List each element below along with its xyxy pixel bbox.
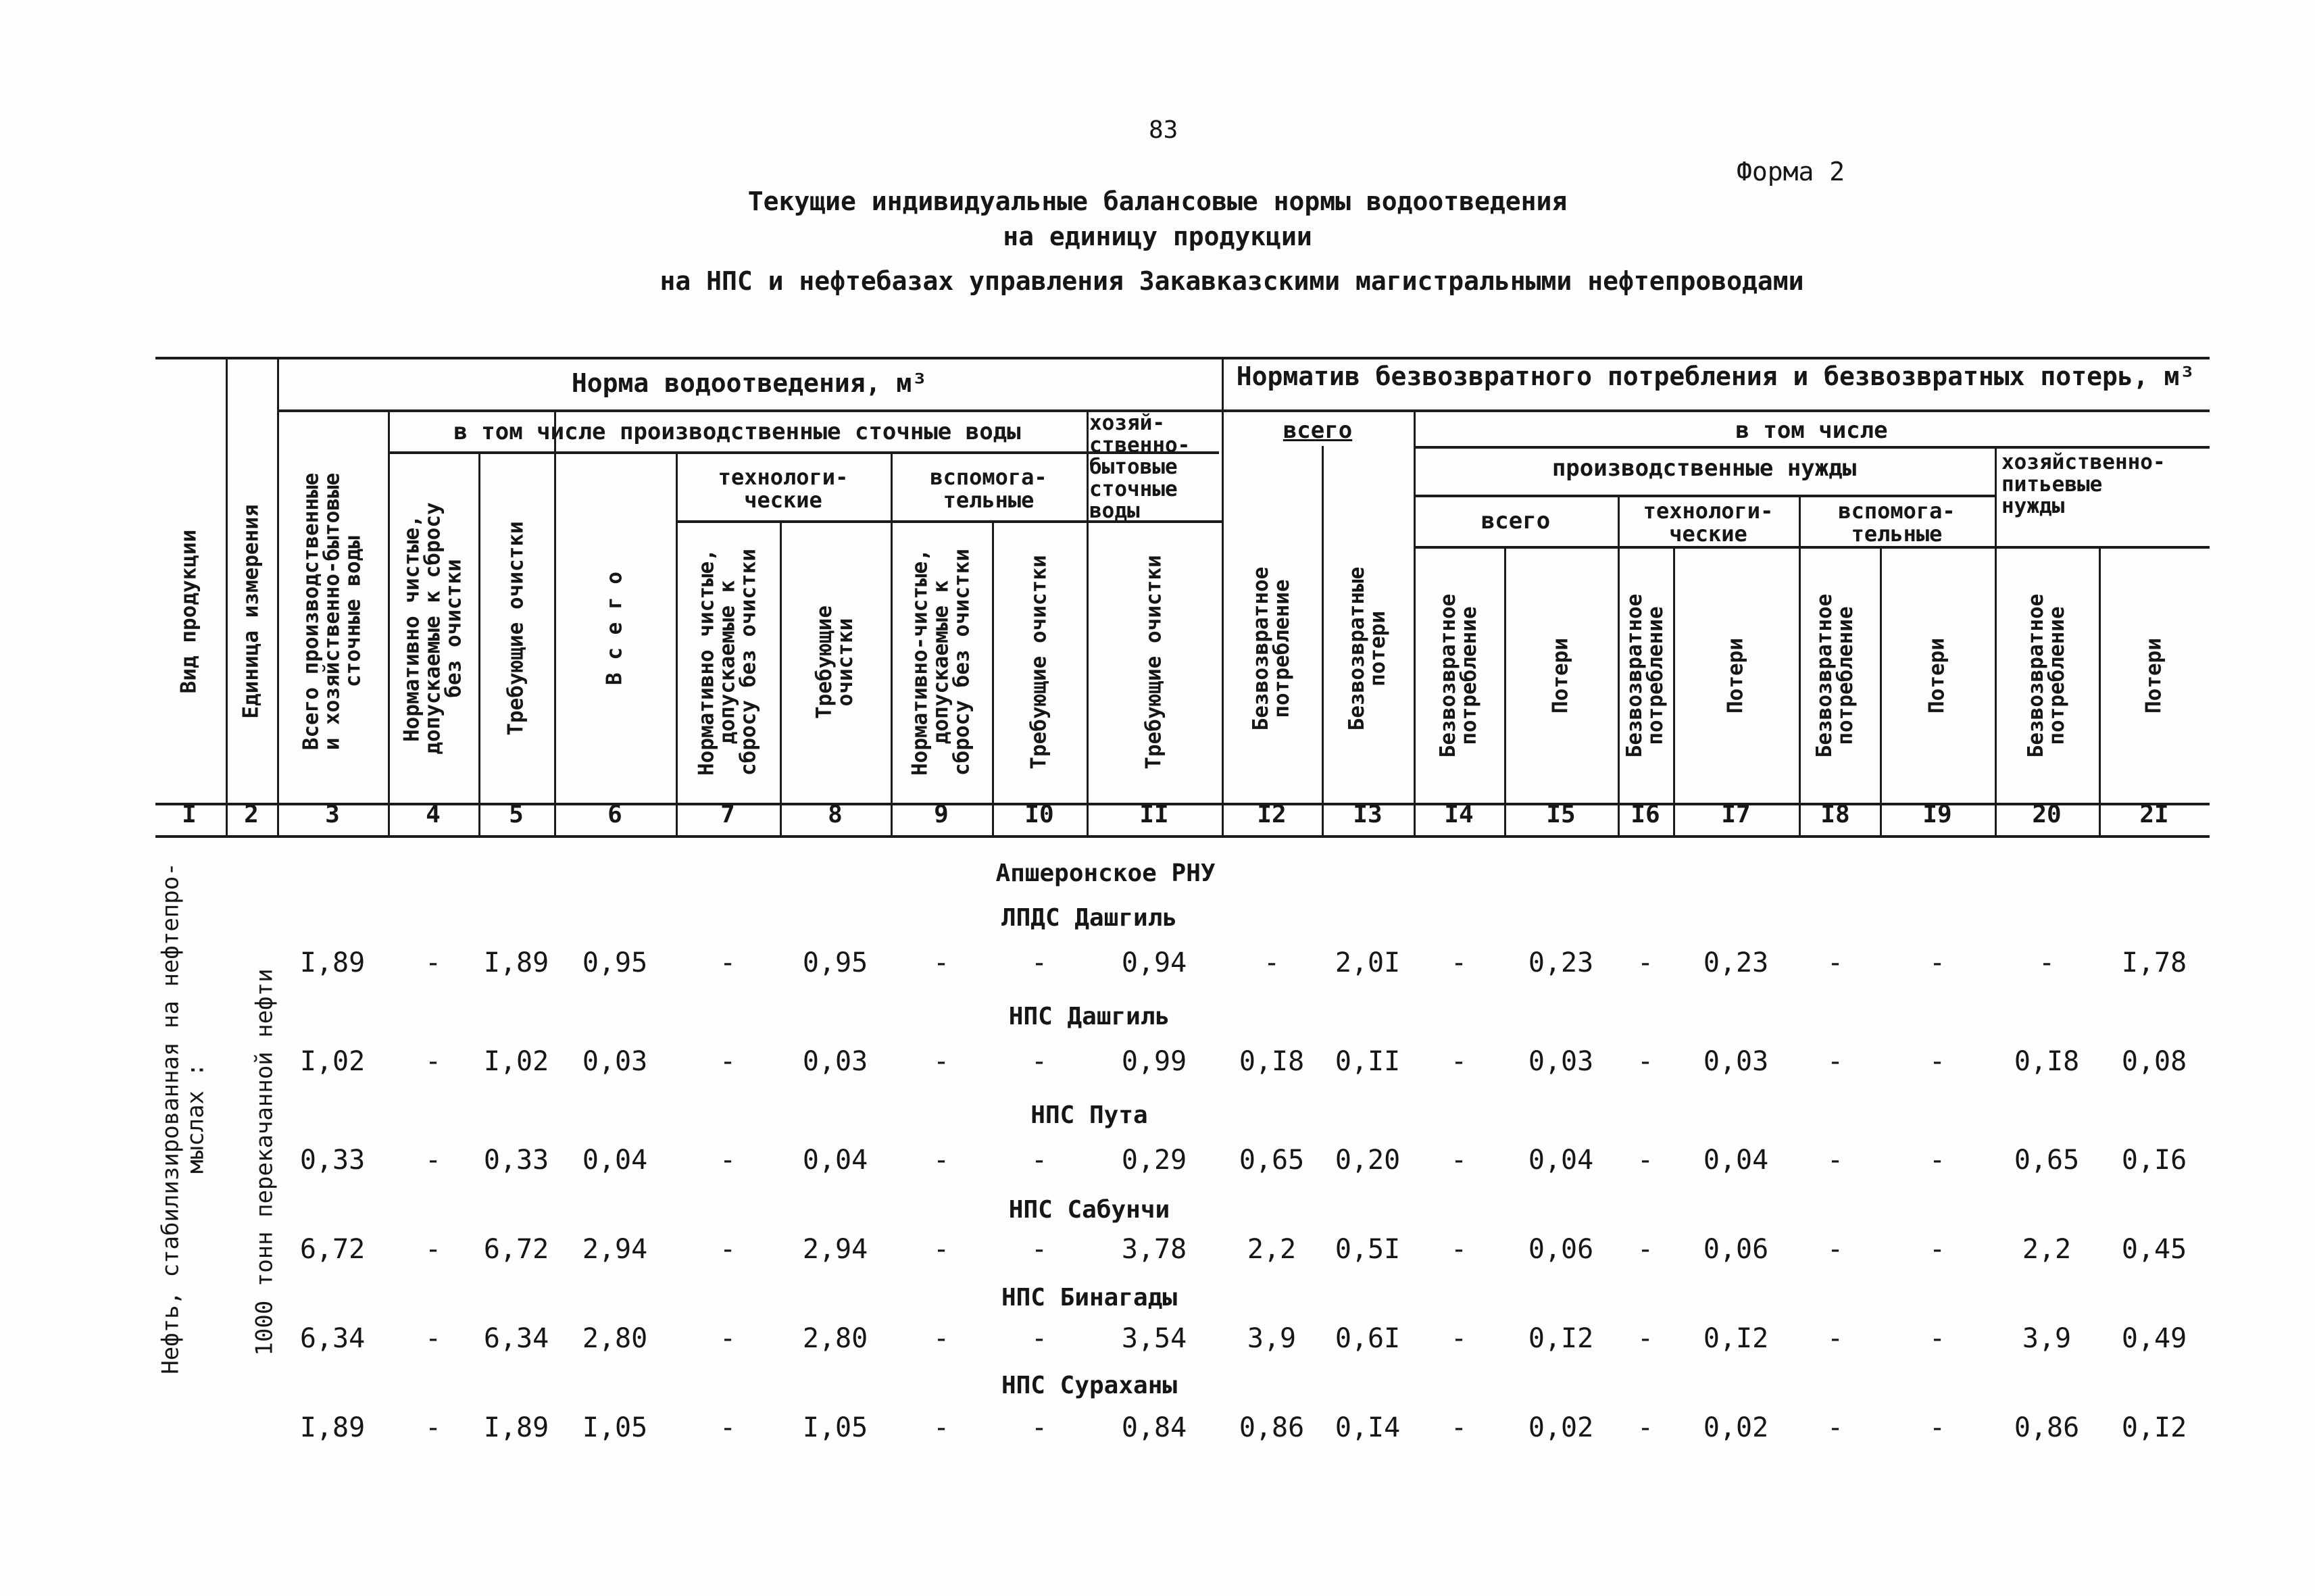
header-rule-6 [1414,546,2210,549]
table-cell: 0,33 [299,1145,366,1176]
table-cell: 2,94 [582,1234,648,1265]
table-cell: - [1637,1234,1654,1265]
table-cell: 0,33 [483,1145,549,1176]
form-label: Форма 2 [1737,157,1845,186]
table-cell: - [1928,1412,1946,1443]
table-cell: - [424,1323,442,1354]
table-cell: 0,03 [1528,1046,1594,1077]
header-incl-production: в том числе производственные сточные воды [453,418,1021,445]
table-cell: 0,5I [1335,1234,1401,1265]
table-cell: 0,20 [1335,1145,1401,1176]
column-number: 8 [828,801,843,828]
table-cell: 6,34 [299,1323,366,1354]
header-bottom-rule [155,803,2210,805]
table-cell: - [932,1145,950,1176]
table-cell: - [424,1234,442,1265]
table-cell: I,89 [299,1412,366,1443]
table-cell: 3,54 [1121,1323,1187,1354]
column-number: I4 [1444,801,1474,828]
table-cell: I,78 [2121,947,2187,978]
v-rule [478,451,480,835]
table-cell: I,89 [483,947,549,978]
table-cell: - [1637,1323,1654,1354]
v-rule [1995,446,1997,835]
v-rule [1880,546,1882,835]
table-cell: 0,65 [2014,1145,2080,1176]
table-cell: 0,65 [1239,1145,1305,1176]
group-header-loss: Норматив безвозвратного потребления и безвозвратных потерь, м³ [1236,361,2195,391]
table-cell: - [1928,1323,1946,1354]
v-rule [1673,546,1675,835]
column-number: I6 [1631,801,1660,828]
table-cell: - [1928,1046,1946,1077]
table-cell: - [424,947,442,978]
table-cell: 6,34 [483,1323,549,1354]
table-cell: 3,78 [1121,1234,1187,1265]
column-number: 2 [244,801,259,828]
column-number: I9 [1922,801,1952,828]
table-cell: - [1637,1145,1654,1176]
table-cell: - [1030,1412,1048,1443]
table-cell: 0,84 [1121,1412,1187,1443]
table-cell: 0,I2 [1528,1323,1594,1354]
header-aux2: вспомога- тельные [1838,498,1956,547]
section-title: НПС Бинагады [1001,1284,1178,1312]
table-cell: 0,06 [1703,1234,1769,1265]
title-line-3: на НПС и нефтебазах управления Закавказскими магистральными нефтепроводами [659,266,1804,296]
table-cell: - [1450,1323,1468,1354]
table-cell: - [1637,1046,1654,1077]
header-prod-needs: производственные нужды [1551,455,1857,482]
table-cell: - [1637,947,1654,978]
table-cell: 0,02 [1528,1412,1594,1443]
table-cell: 0,08 [2121,1046,2187,1077]
table-cell: 2,94 [802,1234,868,1265]
group-header-norm: Норма водоотведения, м³ [571,368,928,398]
table-cell: 0,94 [1121,947,1187,978]
table-cell: 3,9 [2022,1323,2072,1354]
table-cell: 0,02 [1703,1412,1769,1443]
column-number: I7 [1721,801,1751,828]
table-cell: 0,99 [1121,1046,1187,1077]
table-cell: - [719,1234,737,1265]
v-rule [226,357,228,835]
table-cell: - [1826,1234,1844,1265]
table-cell: - [424,1145,442,1176]
table-cell: - [932,1234,950,1265]
table-cell: - [1826,1412,1844,1443]
header-rule-1 [277,409,2210,412]
table-cell: - [1928,1145,1946,1176]
header-total: всего [1283,417,1353,444]
column-number: I5 [1546,801,1576,828]
header-aux: вспомога- тельные [930,464,1047,513]
header-rule-3 [1414,446,2210,449]
header-total2: всего [1480,507,1551,534]
table-cell: - [1928,1234,1946,1265]
column-number: I [182,801,197,828]
table-cell: 0,45 [2121,1234,2187,1265]
table-cell: - [1030,1323,1048,1354]
table-cell: - [1030,1046,1048,1077]
table-cell: 0,I6 [2121,1145,2187,1176]
table-cell: 0,29 [1121,1145,1187,1176]
table-cell: - [932,1046,950,1077]
table-cell: 0,I4 [1335,1412,1401,1443]
header-household-drink: хозяйственно- питьевые нужды [2001,450,2166,519]
table-cell: 0,95 [802,947,868,978]
table-cell: 0,04 [1528,1145,1594,1176]
table-cell: 0,6I [1335,1323,1401,1354]
column-number: I2 [1257,801,1287,828]
table-cell: - [1450,947,1468,978]
table-cell: 6,72 [299,1234,366,1265]
table-cell: - [1450,1234,1468,1265]
table-cell: 0,86 [1239,1412,1305,1443]
column-number: 6 [607,801,622,828]
table-cell: 0,II [1335,1046,1401,1077]
section-title: НПС Пута [1030,1101,1148,1129]
table-cell: - [932,947,950,978]
table-cell: 0,23 [1528,947,1594,978]
column-number: 5 [509,801,524,828]
title-line-2: на единицу продукции [1003,222,1312,251]
v-rule [1799,495,1801,835]
table-cell: 0,I2 [2121,1412,2187,1443]
table-cell: I,05 [582,1412,648,1443]
column-number: 4 [426,801,441,828]
column-number: 3 [325,801,340,828]
table-cell: - [719,1046,737,1077]
v-rule [388,409,390,835]
table-cell: 0,I8 [2014,1046,2080,1077]
column-number: 2I [2139,801,2169,828]
table-cell: 0,I8 [1239,1046,1305,1077]
header-household-waste: хозяй- ственно- бытовые сточные воды [1089,411,1191,524]
table-cell: - [1030,1234,1048,1265]
table-cell: - [424,1412,442,1443]
table-cell: - [719,1412,737,1443]
table-cell: - [932,1323,950,1354]
table-cell: 0,86 [2014,1412,2080,1443]
table-cell: 0,03 [802,1046,868,1077]
table-cell: - [1637,1412,1654,1443]
table-cell: 0,04 [1703,1145,1769,1176]
table-cell: 0,23 [1703,947,1769,978]
column-number: I0 [1024,801,1054,828]
table-cell: - [1450,1046,1468,1077]
header-incl: в том числе [1735,417,1888,444]
table-cell: - [1826,1145,1844,1176]
table-cell: I,89 [299,947,366,978]
table-cell: I,02 [299,1046,366,1077]
section-title: НПС Дашгиль [1008,1003,1170,1030]
table-cell: 0,04 [802,1145,868,1176]
table-cell: I,02 [483,1046,549,1077]
table-cell: 6,72 [483,1234,549,1265]
table-cell: - [1030,947,1048,978]
table-cell: 2,0I [1335,947,1401,978]
table-cell: 0,06 [1528,1234,1594,1265]
table-cell: 2,2 [2022,1234,2072,1265]
table-cell: - [719,1145,737,1176]
table-cell: 0,04 [582,1145,648,1176]
table-cell: - [424,1046,442,1077]
page-number: 83 [1149,116,1178,144]
column-number: II [1139,801,1169,828]
v-rule [1322,446,1324,835]
section-title: Апшеронское РНУ [995,859,1216,887]
v-rule [992,520,994,835]
table-cell: - [1030,1145,1048,1176]
table-cell: - [719,1323,737,1354]
table-cell: 0,49 [2121,1323,2187,1354]
v-rule [1618,495,1620,835]
v-rule [2099,546,2101,835]
table-cell: 0,95 [582,947,648,978]
header-tech: технологи- ческие [718,464,849,513]
table-cell: - [1450,1145,1468,1176]
table-cell: - [932,1412,950,1443]
v-rule [780,520,782,835]
table-cell: - [1826,1046,1844,1077]
table-cell: - [1263,947,1280,978]
table-cell: 2,2 [1247,1234,1297,1265]
header-tech2: технологи- ческие [1643,498,1774,547]
table-cell: I,89 [483,1412,549,1443]
table-cell: 2,80 [802,1323,868,1354]
table-cell: - [1826,1323,1844,1354]
table-cell: 0,03 [582,1046,648,1077]
numbers-bottom-rule [155,835,2210,838]
title-line-1: Текущие индивидуальные балансовые нормы водоотведения [747,186,1568,216]
column-number: I8 [1820,801,1850,828]
column-number: 20 [2032,801,2062,828]
section-title: НПС Сабунчи [1008,1196,1170,1224]
table-cell: 2,80 [582,1323,648,1354]
table-cell: 3,9 [1247,1323,1297,1354]
table-cell: I,05 [802,1412,868,1443]
table-cell: 0,03 [1703,1046,1769,1077]
table-top-rule [155,357,2210,359]
v-rule [554,409,556,835]
column-number: I3 [1353,801,1383,828]
v-rule [1087,409,1089,835]
column-number: 7 [720,801,735,828]
column-number: 9 [934,801,949,828]
table-cell: - [1450,1412,1468,1443]
table-cell: 0,I2 [1703,1323,1769,1354]
v-rule [277,357,279,835]
header-rule-5 [1414,495,1995,497]
table-cell: - [719,947,737,978]
section-title: НПС Сураханы [1001,1372,1178,1399]
v-rule [1504,546,1506,835]
table-cell: - [1928,947,1946,978]
table-cell: - [1826,947,1844,978]
table-cell: - [2038,947,2056,978]
section-title: ЛПДС Дашгиль [1001,904,1178,932]
